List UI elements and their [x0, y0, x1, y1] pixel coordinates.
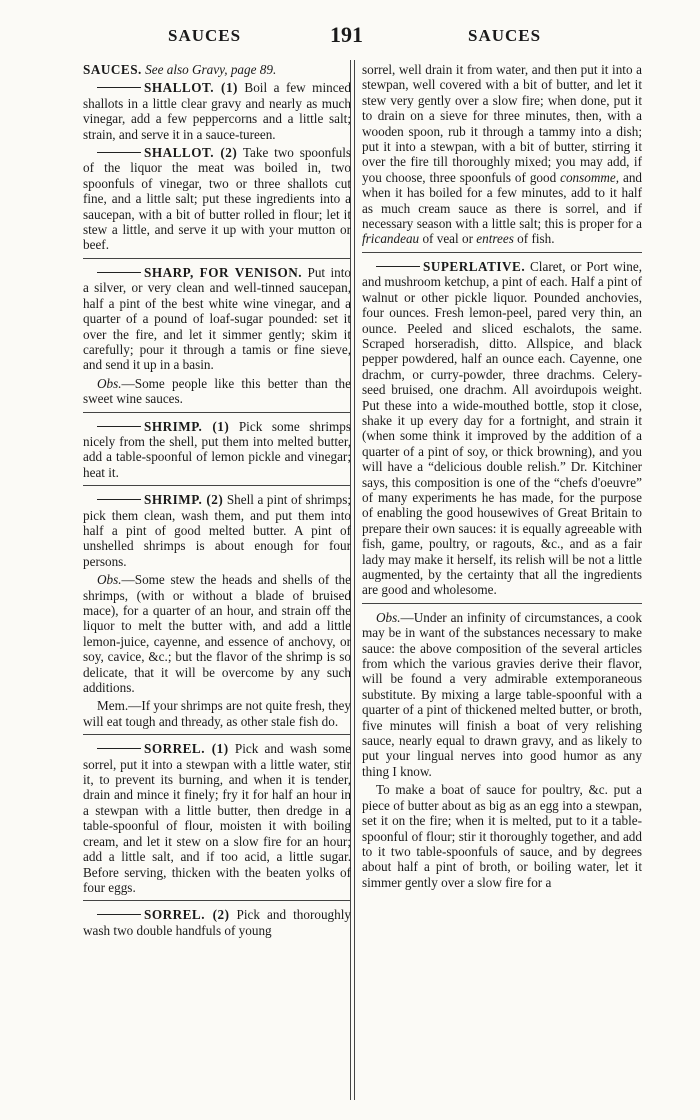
- entry-body: Claret, or Port wine, and mushroom ketchup, a pint of each. Half a pint of walnut or other pickle liquor. Pounded anchovies, four ounces. Fresh lemon-peel, pared very thin, an ounce. Peeled and sliced eschalots, the same. Scraped horseradish, ditto. Allspice, and black pepper powdered, half an ounce each. Cayenne, one drachm, or curry-powder, three drachms. Celery-seed bruised, one drachm. All avoirdupois weight. Put these into a wide-mouthed bottle, stop it close, shake it up every day for a fortnight, and strain it (when some think it improved by the addition of a quarter of a pint of soy, or thick browning), and you will have a “delicious double relish.” Dr. Kitchiner says, this composition is one of the “chefs d'oeuvre” of many experiments he has made, for the purpose of enabling the good housewives of Great Britain to prepare their own sauces: it is equally agreeable with fish, game, poultry, or ragouts, &c., and as a fair lady may make it herself, its relish will be not a little augmented, by the certainty that all the ingredients are good and wholesome.: [362, 258, 643, 598]
- entry-sorrel-2-continued: [362, 62, 642, 247]
- entry-separator: [83, 900, 351, 901]
- entry-obs: [83, 376, 351, 407]
- entry-body: Take two spoonfuls of the liquor the meat was boiled in, two spoonfuls of vinegar, two or three shallots cut fine, and a little salt; put these ingredients into a saucepan, with a bit of butter rolled in flour; let it stew a little, and serve it up with your mutton or beef.: [83, 145, 351, 253]
- running-head-right: SAUCES: [468, 26, 542, 45]
- entry-shallot-2: [83, 145, 351, 253]
- obs-label: Obs.: [376, 609, 401, 625]
- text-run: and when it has boiled for a few minutes, add to it half as much cream sauce as there is sorrel, and if necessary season with a little salt; this is proper for a: [362, 169, 643, 232]
- entry-sorrel-2: [83, 907, 351, 938]
- entry-obs: [362, 610, 642, 779]
- entry-heading: SHARP, FOR VENISON.: [144, 264, 303, 280]
- entry-shrimp-1: [83, 419, 351, 481]
- text-run-italic: entrees: [476, 231, 514, 247]
- entry-heading: SHALLOT. (1): [144, 80, 238, 96]
- entry-boat-of-sauce: [362, 782, 642, 890]
- entry-heading: SHRIMP. (1): [144, 418, 230, 434]
- entry-sharp-for-venison: [83, 265, 351, 373]
- entry-separator: [83, 485, 351, 486]
- entry-separator: [83, 258, 351, 259]
- mem-body: —If your shrimps are not quite fresh, they will eat tough and thready, as other stale fish do.: [83, 698, 351, 729]
- entry-separator: [83, 412, 351, 413]
- obs-body: —Under an infinity of circumstances, a cook may be in want of the substances necessary to make sauce: the above composition of the several articles from which the various gravies derive their flavor, will be found a very admirable extemporaneous substitute. By mixing a large table-spoonful with a quarter of a pint of thickened melted butter, or broth, five minutes will finish a boat of very relishing sauce, nearly equal to drawn gravy, and as likely to put your lingual nerves into good humor as any thing I know.: [362, 609, 642, 779]
- page-header: [0, 22, 700, 52]
- mem-label: Mem.: [97, 698, 129, 714]
- right-column: [362, 62, 642, 893]
- entry-body: Put into a silver, or very clean and well-tinned saucepan, half a pint of the best white wine vinegar, and a quarter of a pound of loaf-sugar pounded: set it over the fire, and let it simmer gently; skim it carefully; pour it through a tamis or fine sieve, and send it up in a basin.: [83, 264, 351, 373]
- page-number: 191: [330, 22, 363, 47]
- running-head-left: SAUCES: [168, 26, 242, 45]
- entry-heading: SORREL. (2): [144, 907, 230, 923]
- entry-body: Shell a pint of shrimps; pick them clean, wash them, and put them into half a pint of good melted butter. A pint of unshelled shrimps is about enough for four persons.: [83, 492, 351, 569]
- section-title: [83, 62, 351, 77]
- entry-heading: SHRIMP. (2): [144, 492, 224, 508]
- text-run: sorrel, well drain it from water, and then put it into a stewpan, well covered with a bit of butter, and let it stew very gently over a slow fire; when done, put it to drain on a sieve for three minutes, then, with a wooden spoon, rub it through a tammy into a dish; put it into a stewpan, with a bit of butter, stirring it over the fire till thoroughly mixed; you may add, if you choose, three spoonfuls of good: [362, 62, 642, 185]
- entry-body: Boil a few minced shallots in a little clear gravy and nearly as much vinegar, add a few peppercorns and a little salt; strain, and serve it in a sauce-tureen.: [83, 80, 352, 142]
- entry-separator: [362, 252, 642, 253]
- entry-shallot-1: [83, 80, 351, 142]
- entry-superlative: [362, 259, 642, 598]
- left-column: [83, 62, 351, 941]
- entry-shrimp-2: [83, 492, 351, 569]
- text-run-italic: consomme,: [560, 169, 620, 185]
- entry-obs: [83, 572, 351, 695]
- entry-body: Pick some shrimps nicely from the shell, put them into melted butter, add a table-spoonful of lemon pickle and vinegar; heat it.: [83, 418, 352, 480]
- entry-heading: SORREL. (1): [144, 741, 229, 757]
- obs-label: Obs.: [97, 572, 122, 588]
- obs-label: Obs.: [97, 375, 122, 391]
- entry-separator: [362, 603, 642, 604]
- section-title-main: SAUCES.: [83, 62, 142, 77]
- entry-heading: SUPERLATIVE.: [423, 258, 526, 274]
- entry-body: To make a boat of sauce for poultry, &c. put a piece of butter about as big as an egg into a stewpan, set it on the fire; when it is melted, put to it a table-spoonful of flour; stir it thoroughly together, and add to it two table-spoonfuls of sauce, and by degrees about half a pint of broth, or boiling water, let it simmer gently over a slow fire for a: [362, 782, 642, 890]
- column-divider-inner: [354, 60, 355, 1100]
- entry-body: Pick and wash some sorrel, put it into a stewpan with a little water, stir it, to prevent its burning, and when it is tender, drain and mince it finely; fry it for half an hour in a stewpan with a little butter, then dredge in a table-spoonful of flour, moisten it with boiling cream, and let it stew on a slow fire for an hour; add a little salt, and if too acid, a little sugar. Before serving, thicken with the beaten yolks of four eggs.: [83, 741, 351, 895]
- obs-body: —Some stew the heads and shells of the shrimps, (with or without a blade of bruised mace), for a quarter of an hour, and strain off the liquor to melt the butter with, and add a little lemon-juice, cayenne, and essence of anchovy, or soy, cavice, &c.; but the flavor of the shrimp is so delicate, that it will be overcome by any such additions.: [83, 572, 351, 696]
- obs-body: —Some people like this better than the sweet wine sauces.: [83, 375, 351, 407]
- entry-mem: [83, 698, 351, 729]
- entry-heading: SHALLOT. (2): [144, 145, 238, 161]
- text-run-italic: fricandeau: [362, 231, 420, 247]
- entry-sorrel-1: [83, 741, 351, 895]
- entry-separator: [83, 734, 351, 735]
- section-title-see-also: See also Gravy, page 89.: [145, 62, 277, 77]
- text-run: of fish.: [517, 231, 555, 247]
- text-run: of veal or: [422, 231, 473, 247]
- entry-body: Pick and thoroughly wash two double handfuls of young: [83, 907, 352, 938]
